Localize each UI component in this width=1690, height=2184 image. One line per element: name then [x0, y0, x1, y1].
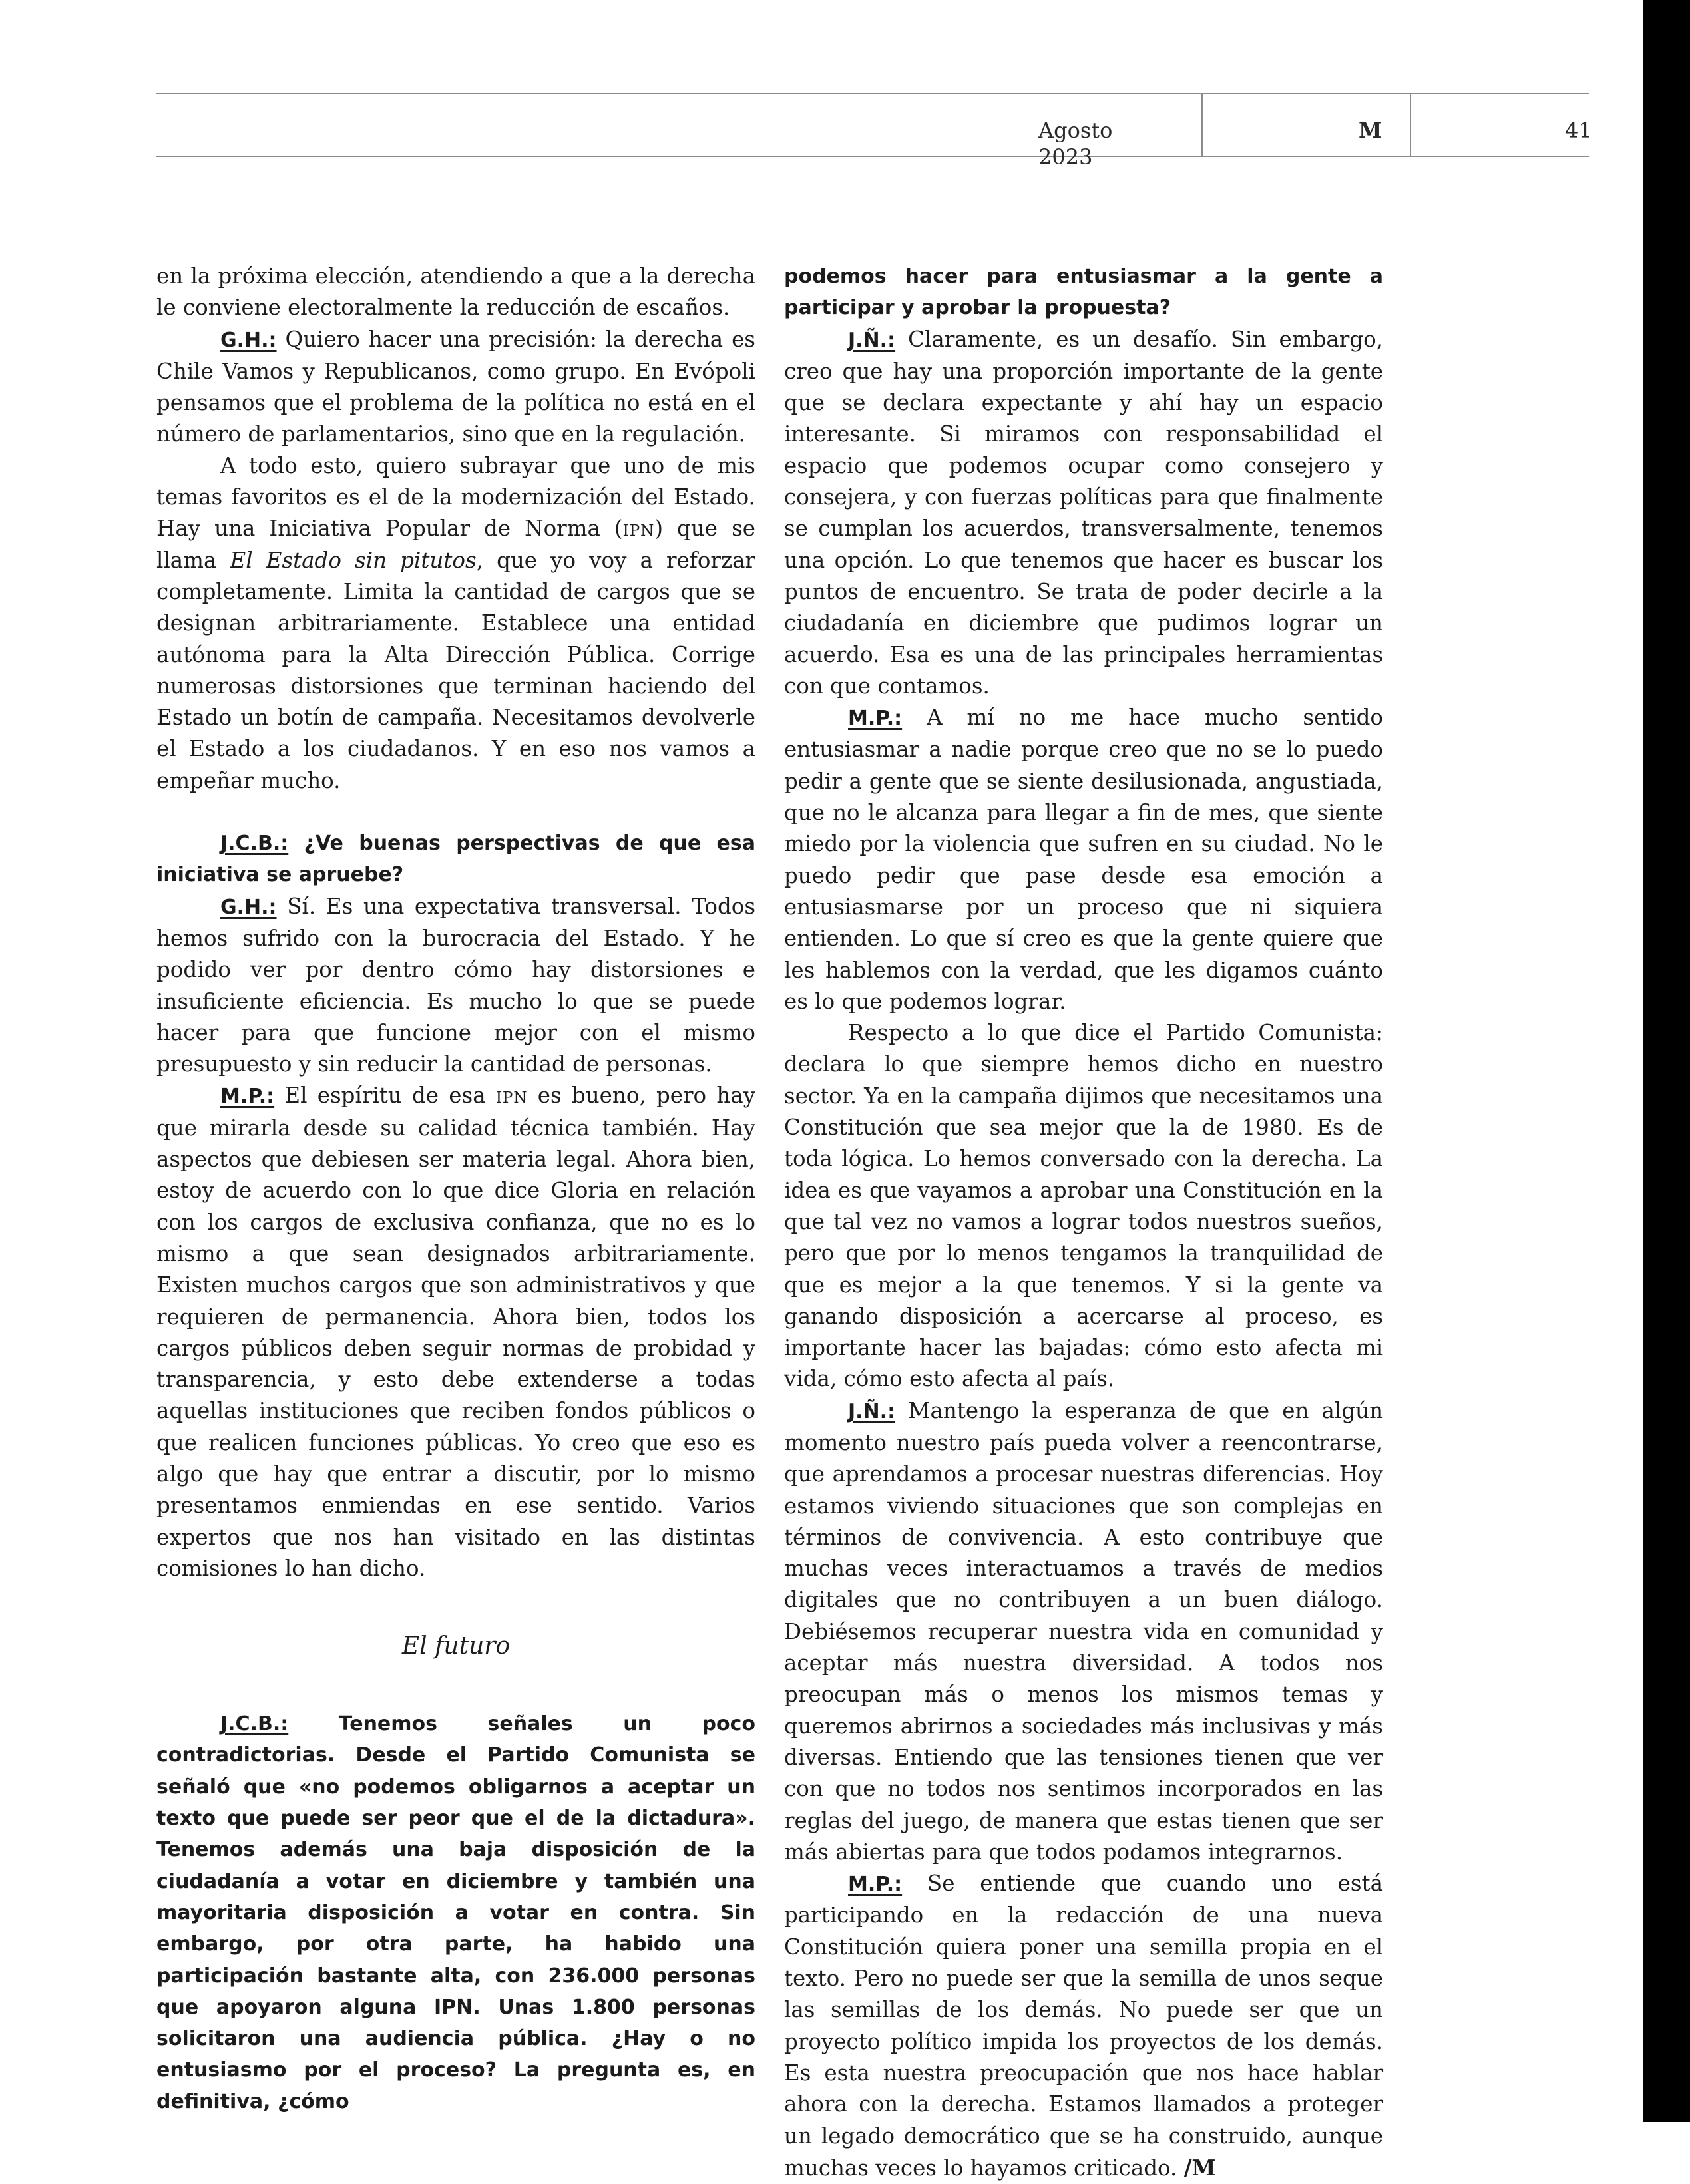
speaker-label: M.P.: [848, 1873, 903, 1897]
paragraph: M.P.: A mí no me hace mucho sentido entusiasmar a nadie porque creo que no se lo puedo pedir a gente que se siente desilusionada, angustiada, que no le alcanza para llegar a fin de mes, que siente miedo por la violencia que sufren en su ciudad. No le puedo pedir que pase desde esa emoción a entusiasmarse por un proceso que ni siquiera entienden. Lo que sí creo es que la gente quiere que les hablemos con la verdad, que les digamos cuánto es lo que podemos lograr. [784, 705, 1383, 1014]
left-column [156, 261, 755, 2117]
right-column [784, 261, 1383, 2184]
speaker-label: J.C.B.: [220, 1712, 289, 1736]
paragraph: G.H.: Sí. Es una expectativa transversal. Todos hemos sufrido con la burocracia del Estado. Y he podido ver por dentro cómo hay distorsiones e insuficiente eficiencia. Es mucho lo que se puede hacer para que funcione mejor con el mismo presupuesto y sin reducir la cantidad de personas. [156, 893, 755, 1077]
paragraph: G.H.: Quiero hacer una precisión: la derecha es Chile Vamos y Republicanos, como grupo. En Evópoli pensamos que el problema de la política no está en el número de parlamentarios, sino que en la regulación. [156, 326, 755, 447]
paragraph: M.P.: Se entiende que cuando uno está participando en la redacción de una nueva Constitución quiera poner una semilla propia en el texto. Pero no puede ser que la semilla de unos seque las semillas de los demás. No puede ser que un proyecto político impida los proyectos de los demás. Es esta nuestra preocupación que nos hace hablar ahora con la derecha. Estamos llamados a proteger un legado democrático que se ha construido, aunque muchas veces lo hayamos criticado. /M [784, 1871, 1383, 2181]
section-title: El futuro [401, 1632, 511, 1660]
question: J.C.B.: ¿Ve buenas perspectivas de que esa iniciativa se apruebe? [156, 832, 755, 887]
speaker-label: J.Ñ.: [848, 328, 896, 352]
paragraph: en la próxima elección, atendiendo a que a la derecha le conviene electoralmente la reducción de escaños. [156, 264, 755, 321]
paragraph: A todo esto, quiero subrayar que uno de mis temas favoritos es el de la modernización del Estado. Hay una Iniciativa Popular de Norma (ipn) que se llama El Estado sin pitutos, que yo voy a reforzar completamente. Limita la cantidad de cargos que se designan arbitrariamente. Establece una entidad autónoma para la Alta Dirección Pública. Corrige numerosas distorsiones que terminan haciendo del Estado un botín de campaña. Necesitamos devolverle el Estado a los ciudadanos. Y en eso nos vamos a empeñar mucho. [156, 453, 755, 793]
paragraph: J.Ñ.: Claramente, es un desafío. Sin embargo, creo que hay una proporción importante de la gente que se declara expectante y ahí hay un espacio interesante. Si miramos con responsabilidad el espacio que podemos ocupar como consejero y consejera, y con fuerzas políticas para que finalmente se cumplan los acuerdos, transversalmente, tenemos una opción. Lo que tenemos que hacer es buscar los puntos de encuentro. Se trata de poder decirle a la ciudadanía en diciembre que pudimos lograr un acuerdo. Esa es una de las principales herramientas con que contamos. [784, 326, 1383, 699]
speaker-label: M.P.: [848, 707, 903, 731]
speaker-label: M.P.: [220, 1085, 275, 1109]
paragraph: Respecto a lo que dice el Partido Comunista: declara lo que siempre hemos dicho en nuestro sector. Ya en la campaña dijimos que necesitamos una Constitución que sea mejor que la de 1980. Es de toda lógica. Lo hemos conversado con la derecha. La idea es que vayamos a aprobar una Constitución en la que tal vez no vamos a lograr todos nuestros sueños, pero que por lo menos tengamos la tranquilidad de que es mejor a la que tenemos. Y si la gente va ganando disposición a acercarse al proceso, es importante hacer las bajadas: cómo esto afecta mi vida, cómo esto afecta al país. [784, 1020, 1383, 1392]
magazine-logo: M [1359, 118, 1382, 143]
question: J.C.B.: Tenemos señales un poco contradictorias. Desde el Partido Comunista se señaló que «no podemos obligarnos a aceptar un texto que puede ser peor que el de la dictadura». Tenemos además una baja disposición de la ciudadanía a votar en diciembre y también una mayoritaria disposición a votar en contra. Sin embargo, por otra parte, ha habido una participación bastante alta, con 236.000 personas que apoyaron alguna IPN. Unas 1.800 personas solicitaron una audiencia pública. ¿Hay o no entusiasmo por el proceso? La pregunta es, en definitiva, ¿cómo [156, 1712, 755, 2113]
page-edge-bar [1643, 0, 1690, 2122]
acronym: ipn [622, 516, 655, 542]
header-rule-bottom [156, 156, 1589, 157]
page-number: 41 [1565, 118, 1592, 143]
speaker-label: J.C.B.: [220, 832, 289, 856]
paragraph: J.Ñ.: Mantengo la esperanza de que en algún momento nuestro país pueda volver a reencontrarse, que aprendamos a procesar nuestras diferencias. Hoy estamos viviendo situaciones que son complejas en términos de convivencia. A esto contribuye que muchas veces interactuamos a través de medios digitales que no contribuyen a un buen diálogo. Debiésemos recuperar nuestra vida en comunidad y aceptar más nuestra diversidad. A todos nos preocupan más o menos los mismos temas y queremos abrirnos a sociedades más inclusivas y más diversas. Entiendo que las tensiones tienen que ver con que no todos nos sentimos incorporados en las reglas del juego, de manera que estas tienen que ser más abiertas para que todos podamos integrarnos. [784, 1397, 1383, 1865]
acronym: ipn [495, 1083, 528, 1109]
speaker-label: G.H.: [220, 895, 277, 919]
speaker-label: J.Ñ.: [848, 1399, 896, 1423]
header-separator [1201, 94, 1203, 156]
question-continued: podemos hacer para entusiasmar a la gente a participar y aprobar la propuesta? [784, 265, 1383, 320]
issue-date: Agosto 2023 [1038, 118, 1113, 170]
paragraph: M.P.: El espíritu de esa ipn es bueno, pero hay que mirarla desde su calidad técnica también. Hay aspectos que debiesen ser materia legal. Ahora bien, estoy de acuerdo con lo que dice Gloria en relación con los cargos de exclusiva confianza, que no es lo mismo a que sean designados arbitrariamente. Existen muchos cargos que son administrativos y que requieren de permanencia. Ahora bien, todos los cargos públicos deben seguir normas de probidad y transparencia, y esto debe extenderse a todas aquellas instituciones que reciben fondos públicos o que realicen funciones públicas. Yo creo que eso es algo que hay que entrar a discutir, por lo mismo presentamos enmiendas en ese sentido. Varios expertos que nos han visitado en las distintas comisiones lo han dicho. [156, 1083, 756, 1581]
initiative-title: El Estado sin pitutos [230, 547, 477, 573]
speaker-label: G.H.: [220, 328, 277, 352]
end-mark: /M [1183, 2154, 1216, 2181]
header-rule-top [156, 93, 1589, 94]
header-separator [1410, 94, 1411, 156]
